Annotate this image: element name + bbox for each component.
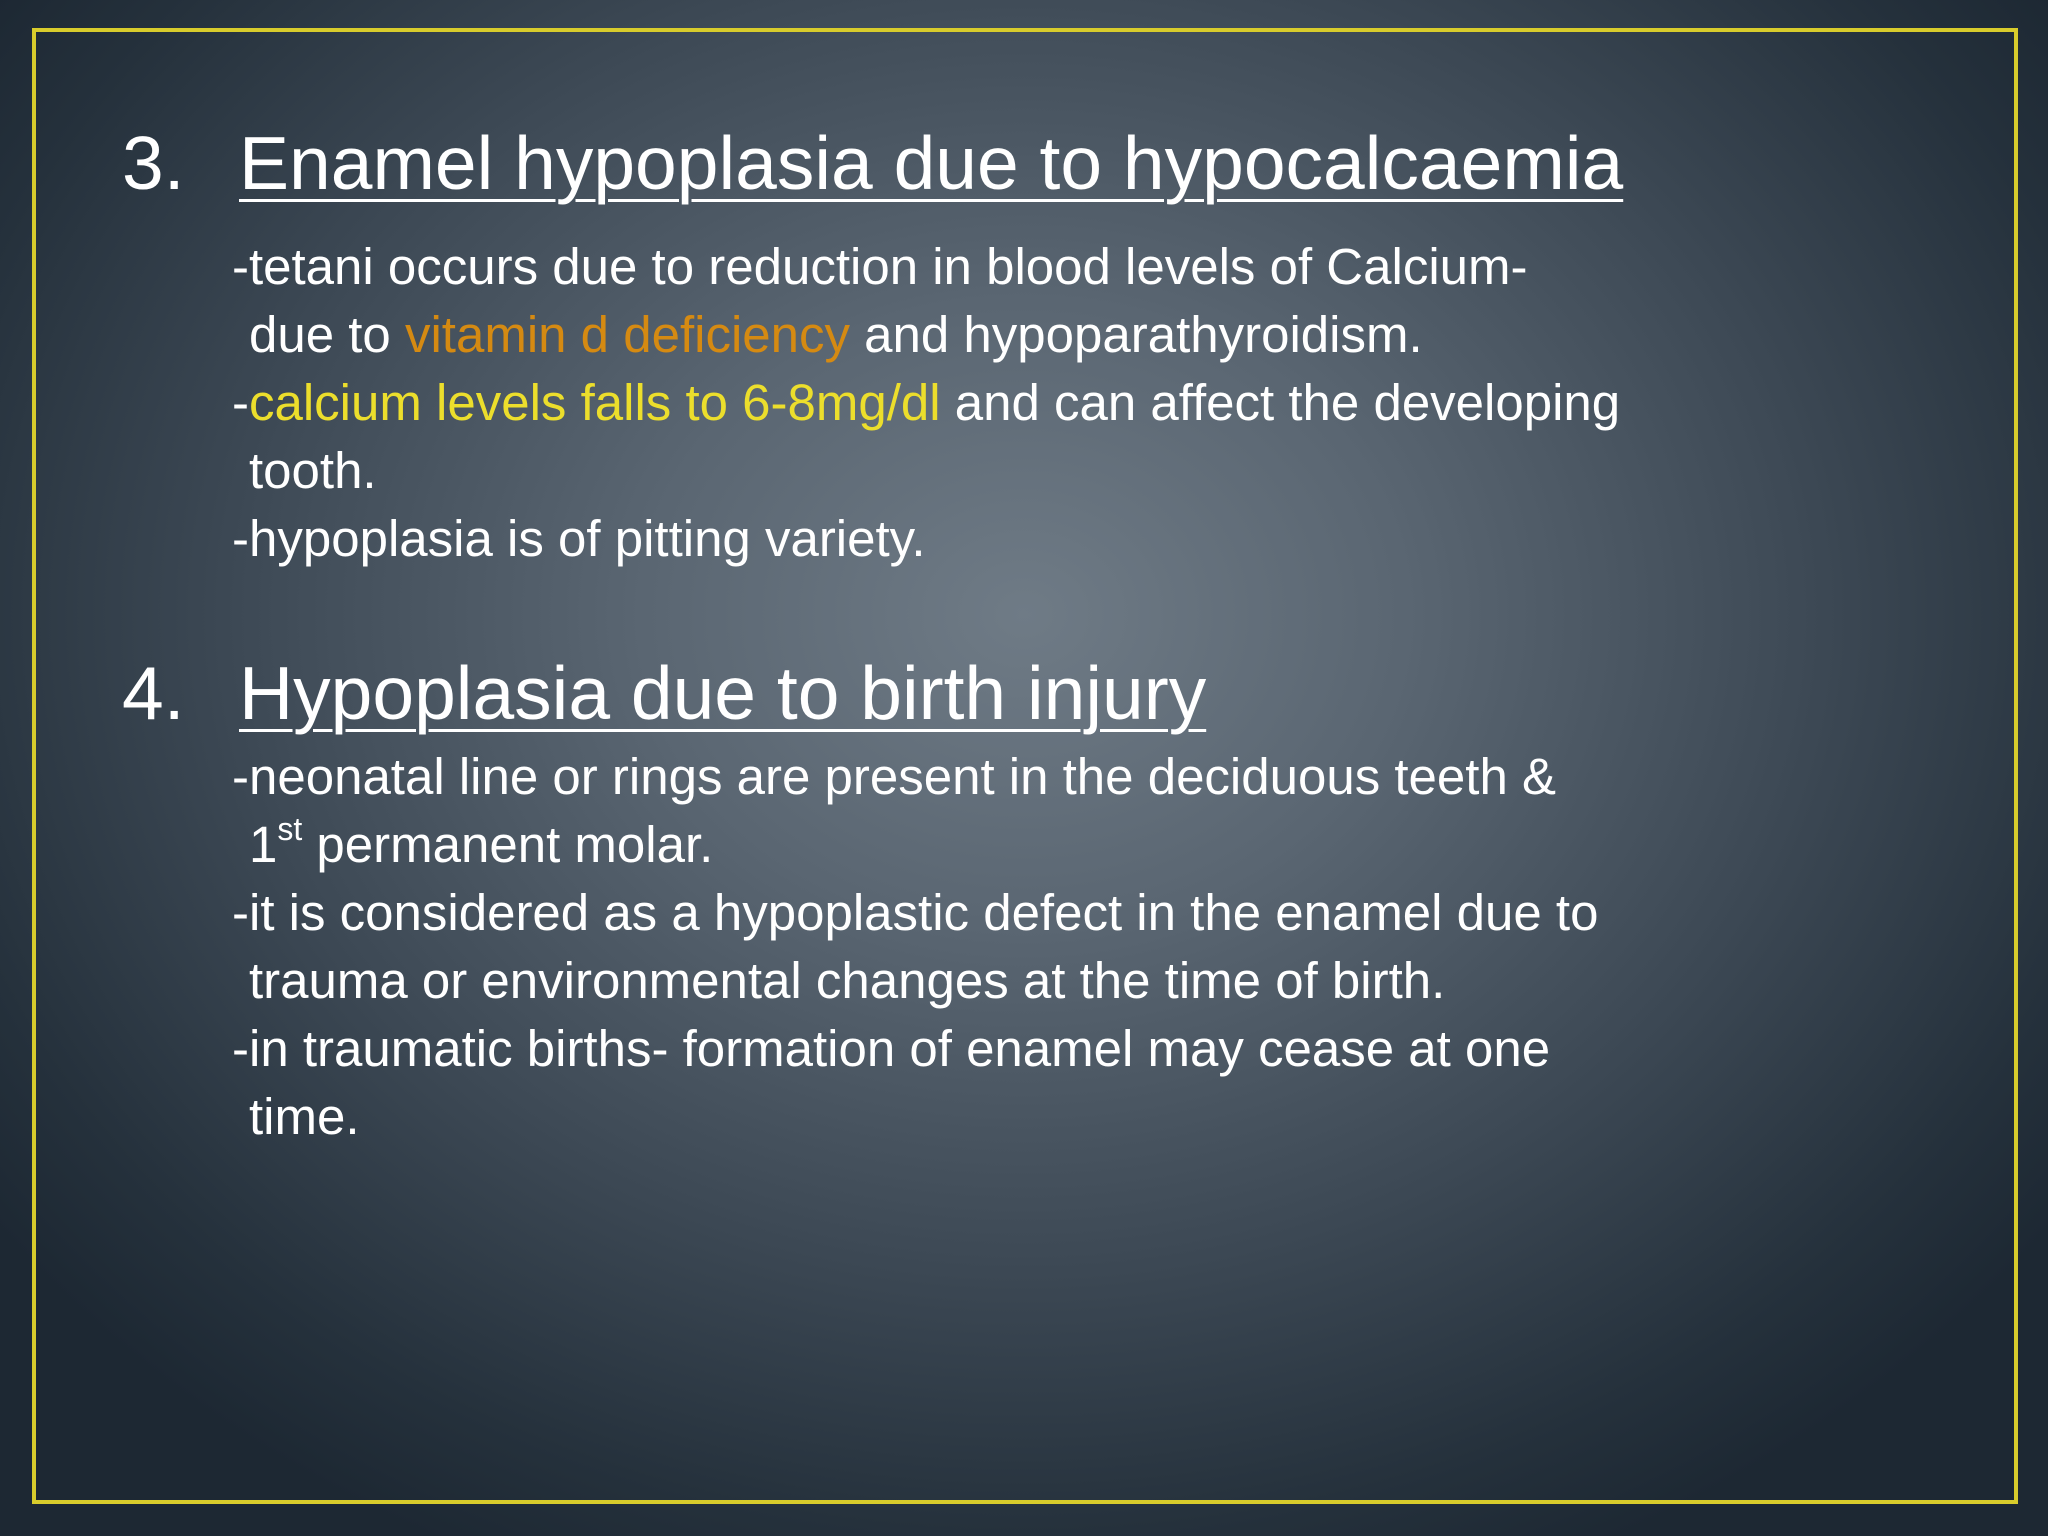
- section-4-line-2: [232, 811, 1598, 879]
- section-4-body: [232, 743, 1598, 1151]
- section-3-title: Enamel hypoplasia due to hypocalcaemia: [239, 121, 1624, 205]
- section-4-line-4: trauma or environmental changes at the time of birth.: [249, 952, 1446, 1009]
- vitamin-d-highlight: vitamin d deficiency: [404, 306, 850, 363]
- section-3-line-4: tooth.: [249, 442, 377, 499]
- section-3-line-3-pre: -: [232, 374, 249, 431]
- section-4-line-6: time.: [249, 1088, 360, 1145]
- section-3-body: [232, 233, 1620, 573]
- section-3-line-3: [232, 369, 1620, 437]
- section-4-heading: [122, 651, 1207, 735]
- section-4-line-2-pre: 1: [249, 816, 278, 873]
- ordinal-superscript: st: [277, 811, 303, 847]
- section-4-line-3: -it is considered as a hypoplastic defect in the enamel due to: [232, 884, 1599, 941]
- section-3-line-2: [232, 301, 1620, 369]
- section-4-title: Hypoplasia due to birth injury: [239, 651, 1207, 735]
- section-3-line-3-post: and can affect the developing: [940, 374, 1621, 431]
- section-3-number: 3.: [122, 121, 185, 205]
- calcium-levels-highlight: calcium levels falls to 6-8mg/dl: [248, 374, 941, 431]
- section-4-line-5: -in traumatic births- formation of enamel may cease at one: [232, 1020, 1551, 1077]
- section-4-number: 4.: [122, 651, 185, 735]
- section-4-line-1: -neonatal line or rings are present in the deciduous teeth &: [232, 748, 1557, 805]
- section-3-heading: [122, 121, 1624, 205]
- section-4-line-2-post: permanent molar.: [302, 816, 714, 873]
- section-3-line-1: -tetani occurs due to reduction in blood levels of Calcium-: [232, 238, 1528, 295]
- section-3-line-2-post: and hypoparathyroidism.: [850, 306, 1423, 363]
- section-3-line-2-pre: due to: [249, 306, 405, 363]
- section-3-line-5: -hypoplasia is of pitting variety.: [232, 510, 926, 567]
